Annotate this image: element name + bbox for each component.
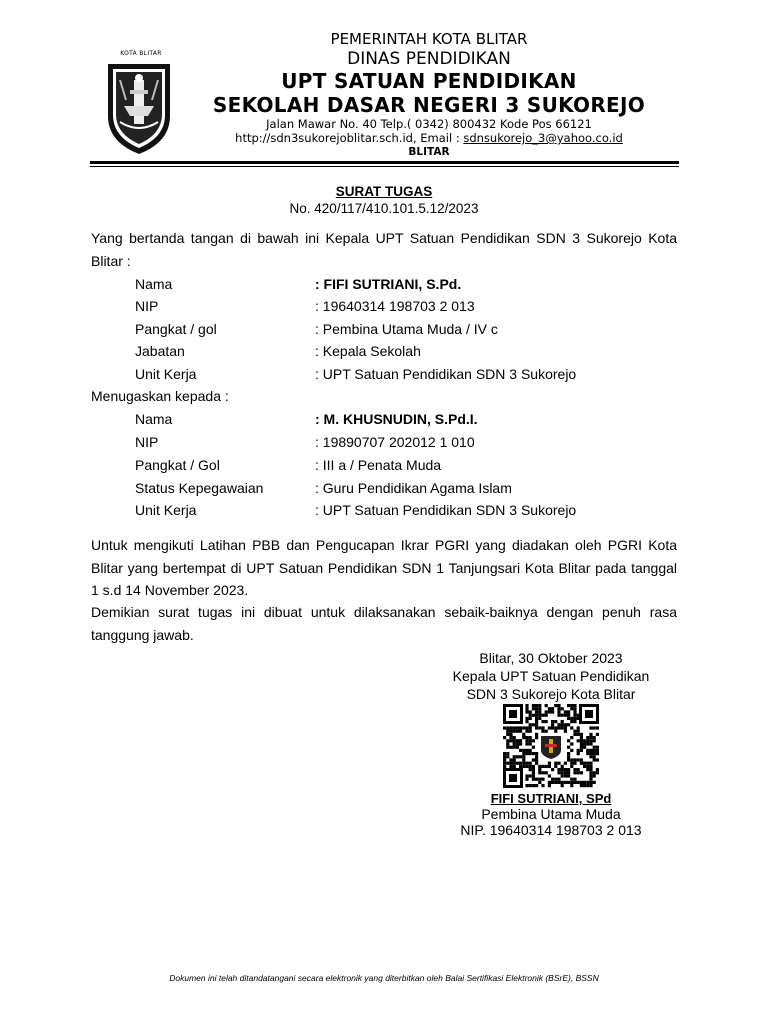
kop-city: BLITAR — [408, 146, 450, 158]
assignee-label: Status Kepegawaian — [135, 480, 264, 496]
issuer-value: : Kepala Sekolah — [315, 343, 421, 359]
closing-paragraph: Demikian surat tugas ini dibuat untuk dilaksanakan sebaik-baiknya dengan penuh rasa tanggung jawab. — [91, 604, 677, 643]
kop-email: sdnsukorejo_3@yahoo.co.id — [463, 131, 623, 145]
signature-position: Kepala UPT Satuan Pendidikan — [452, 668, 650, 684]
assignee-value: : Guru Pendidikan Agama Islam — [315, 480, 512, 496]
assignee-label: Unit Kerja — [135, 502, 197, 518]
issuer-label: NIP — [135, 298, 159, 314]
opening-paragraph: Yang bertanda tangan di bawah ini Kepala UPT Satuan Pendidikan SDN 3 Sukorejo Kota Blitar : — [91, 230, 677, 269]
kop-website: http://sdn3sukorejoblitar.sch.id, Email : — [235, 131, 464, 145]
signer-name: FIFI SUTRIANI, SPd — [490, 791, 612, 806]
issuer-label: Unit Kerja — [135, 366, 197, 382]
signature-position: SDN 3 Sukorejo Kota Blitar — [466, 686, 636, 702]
assignee-label: Nama — [135, 411, 173, 427]
signature-place-date: Blitar, 30 Oktober 2023 — [479, 650, 623, 666]
kota-blitar-emblem-icon — [104, 50, 174, 158]
issuer-value: : FIFI SUTRIANI, S.Pd. — [315, 276, 462, 292]
qr-code-icon — [503, 704, 599, 788]
esign-footer-note: Dokumen ini telah ditandatangani secara elektronik yang diterbitkan oleh Balai Sertifikasi Elektronik (BSrE), BSSN — [169, 973, 599, 983]
assignee-label: Pangkat / Gol — [135, 457, 220, 473]
kop-department: DINAS PENDIDIKAN — [347, 49, 511, 69]
purpose-paragraph: Untuk mengikuti Latihan PBB dan Pengucapan Ikrar PGRI yang diadakan oleh PGRI Kota Blitar yang bertempat di UPT Satuan Pendidikan SDN 1 Tanjungsari Kota Blitar pada tanggal 1 s.d 14 November 2023. — [91, 537, 677, 598]
kop-school: SEKOLAH DASAR NEGERI 3 SUKOREJO — [212, 93, 646, 117]
kop-contact — [180, 131, 678, 145]
letterhead-rule-thick — [90, 161, 679, 164]
issuer-label: Nama — [135, 276, 173, 292]
signer-rank: Pembina Utama Muda — [481, 806, 621, 822]
assignee-label: NIP — [135, 434, 159, 450]
assign-heading: Menugaskan kepada : — [91, 388, 229, 404]
issuer-value: : UPT Satuan Pendidikan SDN 3 Sukorejo — [315, 366, 577, 382]
assignee-value: : III a / Penata Muda — [315, 457, 442, 473]
issuer-label: Pangkat / gol — [135, 321, 217, 337]
letterhead-rule-thin — [90, 166, 679, 167]
logo-caption: KOTA BLITAR — [120, 50, 162, 57]
issuer-value: : Pembina Utama Muda / IV c — [315, 321, 498, 337]
issuer-label: Jabatan — [135, 343, 185, 359]
letter-number: No. 420/117/410.101.5.12/2023 — [289, 201, 479, 216]
signer-nip: NIP. 19640314 198703 2 013 — [460, 822, 642, 838]
kop-unit: UPT SATUAN PENDIDIKAN — [281, 69, 577, 93]
assignee-value: : UPT Satuan Pendidikan SDN 3 Sukorejo — [315, 502, 577, 518]
kop-government: PEMERINTAH KOTA BLITAR — [330, 30, 528, 48]
assignee-value: : M. KHUSNUDIN, S.Pd.I. — [315, 411, 478, 427]
kop-address: Jalan Mawar No. 40 Telp.( 0342) 800432 Kode Pos 66121 — [266, 117, 592, 131]
letter-title: SURAT TUGAS — [335, 184, 433, 199]
assignee-value: : 19890707 202012 1 010 — [315, 434, 475, 450]
issuer-value: : 19640314 198703 2 013 — [315, 298, 475, 314]
